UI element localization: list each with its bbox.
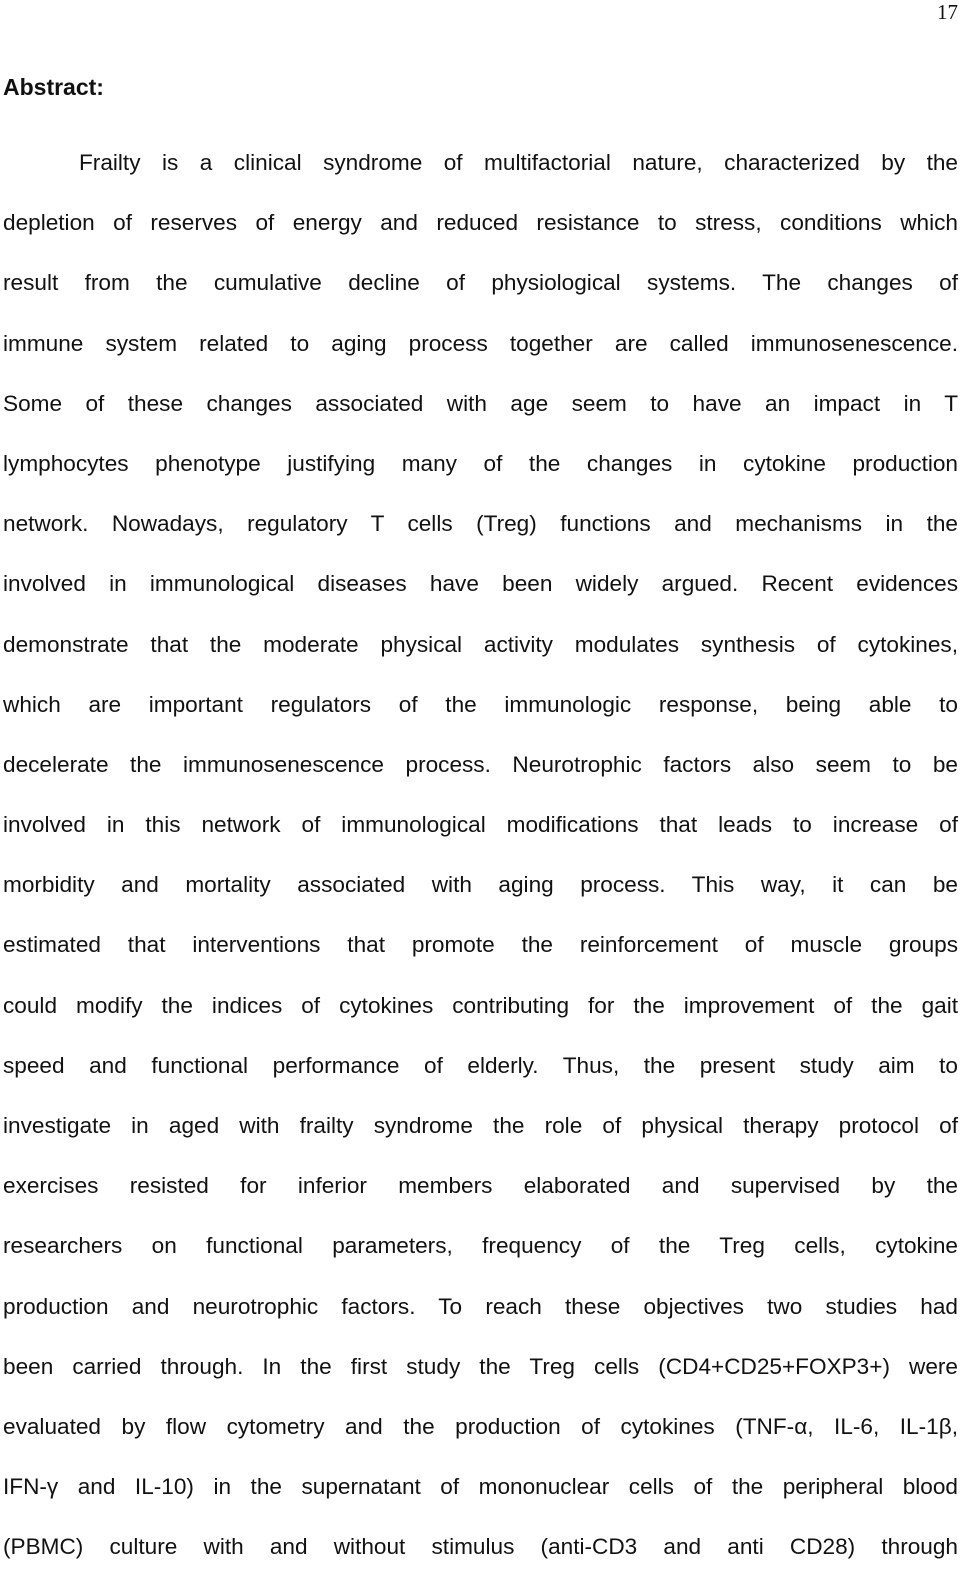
abstract-line: network. Nowadays, regulatory T cells (Treg) functions and mechanisms in the xyxy=(3,511,958,537)
abstract-line: involved in immunological diseases have been widely argued. Recent evidences xyxy=(3,571,958,597)
abstract-line: estimated that interventions that promote the reinforcement of muscle groups xyxy=(3,932,958,958)
abstract-line: IFN-γ and IL-10) in the supernatant of mononuclear cells of the peripheral blood xyxy=(3,1474,958,1500)
abstract-line: result from the cumulative decline of physiological systems. The changes of xyxy=(3,270,958,296)
abstract-line: been carried through. In the first study the Treg cells (CD4+CD25+FOXP3+) were xyxy=(3,1353,958,1379)
abstract-line: Some of these changes associated with age seem to have an impact in T xyxy=(3,390,958,416)
abstract-line: which are important regulators of the immunologic response, being able to xyxy=(3,691,958,717)
abstract-line: depletion of reserves of energy and reduced resistance to stress, conditions which xyxy=(3,210,958,236)
abstract-line: investigate in aged with frailty syndrome the role of physical therapy protocol of xyxy=(3,1113,958,1138)
abstract-line: could modify the indices of cytokines contributing for the improvement of the gait xyxy=(3,992,958,1018)
abstract-line: researchers on functional parameters, frequency of the Treg cells, cytokine xyxy=(3,1233,958,1259)
abstract-line: (PBMC) culture with and without stimulus (anti-CD3 and anti CD28) through xyxy=(3,1534,958,1560)
page-number: 17 xyxy=(937,0,958,24)
abstract-line: evaluated by flow cytometry and the production of cytokines (TNF-α, IL-6, IL-1β, xyxy=(3,1413,958,1439)
abstract-line: production and neurotrophic factors. To reach these objectives two studies had xyxy=(3,1293,958,1319)
abstract-line: exercises resisted for inferior members elaborated and supervised by the xyxy=(3,1173,958,1199)
abstract-line: Frailty is a clinical syndrome of multifactorial nature, characterized by the xyxy=(79,150,958,175)
abstract-line: speed and functional performance of elderly. Thus, the present study aim to xyxy=(3,1052,958,1078)
abstract-line: demonstrate that the moderate physical activity modulates synthesis of cytokines, xyxy=(3,631,958,657)
abstract-line: morbidity and mortality associated with aging process. This way, it can be xyxy=(3,872,958,898)
abstract-line: decelerate the immunosenescence process. Neurotrophic factors also seem to be xyxy=(3,751,958,777)
abstract-body xyxy=(3,133,958,1578)
abstract-line: involved in this network of immunological modifications that leads to increase of xyxy=(3,812,958,838)
abstract-line: lymphocytes phenotype justifying many of the changes in cytokine production xyxy=(3,450,958,476)
abstract-line: immune system related to aging process together are called immunosenescence. xyxy=(3,330,958,356)
abstract-heading: Abstract: xyxy=(3,74,104,100)
